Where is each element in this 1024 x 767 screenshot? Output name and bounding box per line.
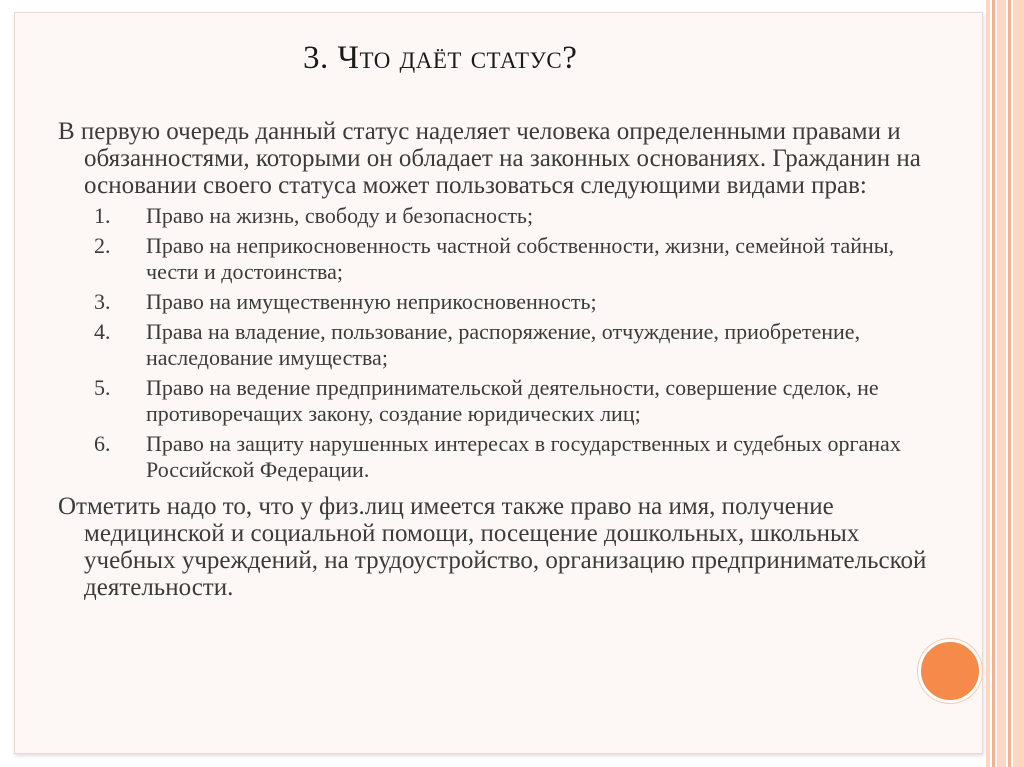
slide-content: [58, 118, 938, 601]
list-number: 4.: [94, 319, 111, 344]
list-number: 3.: [94, 289, 111, 314]
rights-list: [58, 203, 938, 483]
list-item-text: Право на имущественную неприкосновенность;: [146, 289, 597, 314]
list-item: [58, 289, 938, 315]
list-number: 5.: [94, 375, 111, 400]
decorative-stripes: [986, 0, 1024, 767]
list-item: [58, 319, 938, 371]
list-item: [58, 375, 938, 427]
list-item-text: Право на неприкосновенность частной собственности, жизни, семейной тайны, чести и достоинства;: [146, 233, 895, 284]
intro-paragraph: В первую очередь данный статус наделяет человека определенными правами и обязанностями, которыми он обладает на законных основаниях. Гражданин на основании своего статуса может пользоваться следующими видами прав:: [58, 118, 921, 199]
list-item: [58, 233, 938, 285]
orange-circle-icon: [918, 639, 982, 703]
list-item: [58, 203, 938, 229]
list-item: [58, 431, 938, 483]
list-number: 1.: [94, 203, 111, 228]
list-item-text: Право на ведение предпринимательской деятельности, совершение сделок, не противоречащих закону, создание юридических лиц;: [146, 375, 879, 426]
list-item-text: Право на жизнь, свободу и безопасность;: [146, 203, 534, 228]
list-item-text: Право на защиту нарушенных интересах в государственных и судебных органах Российской Федерации.: [146, 431, 901, 482]
slide-title: 3. Что даёт статус?: [303, 40, 578, 76]
list-number: 6.: [94, 431, 111, 456]
list-item-text: Права на владение, пользование, распоряжение, отчуждение, приобретение, наследование имущества;: [146, 319, 861, 370]
list-number: 2.: [94, 233, 111, 258]
conclusion-paragraph: Отметить надо то, что у физ.лиц имеется также право на имя, получение медицинской и социальной помощи, посещение дошкольных, школьных учебных учреждений, на трудоустройство, организацию предпринимательской деятельности.: [58, 493, 927, 601]
